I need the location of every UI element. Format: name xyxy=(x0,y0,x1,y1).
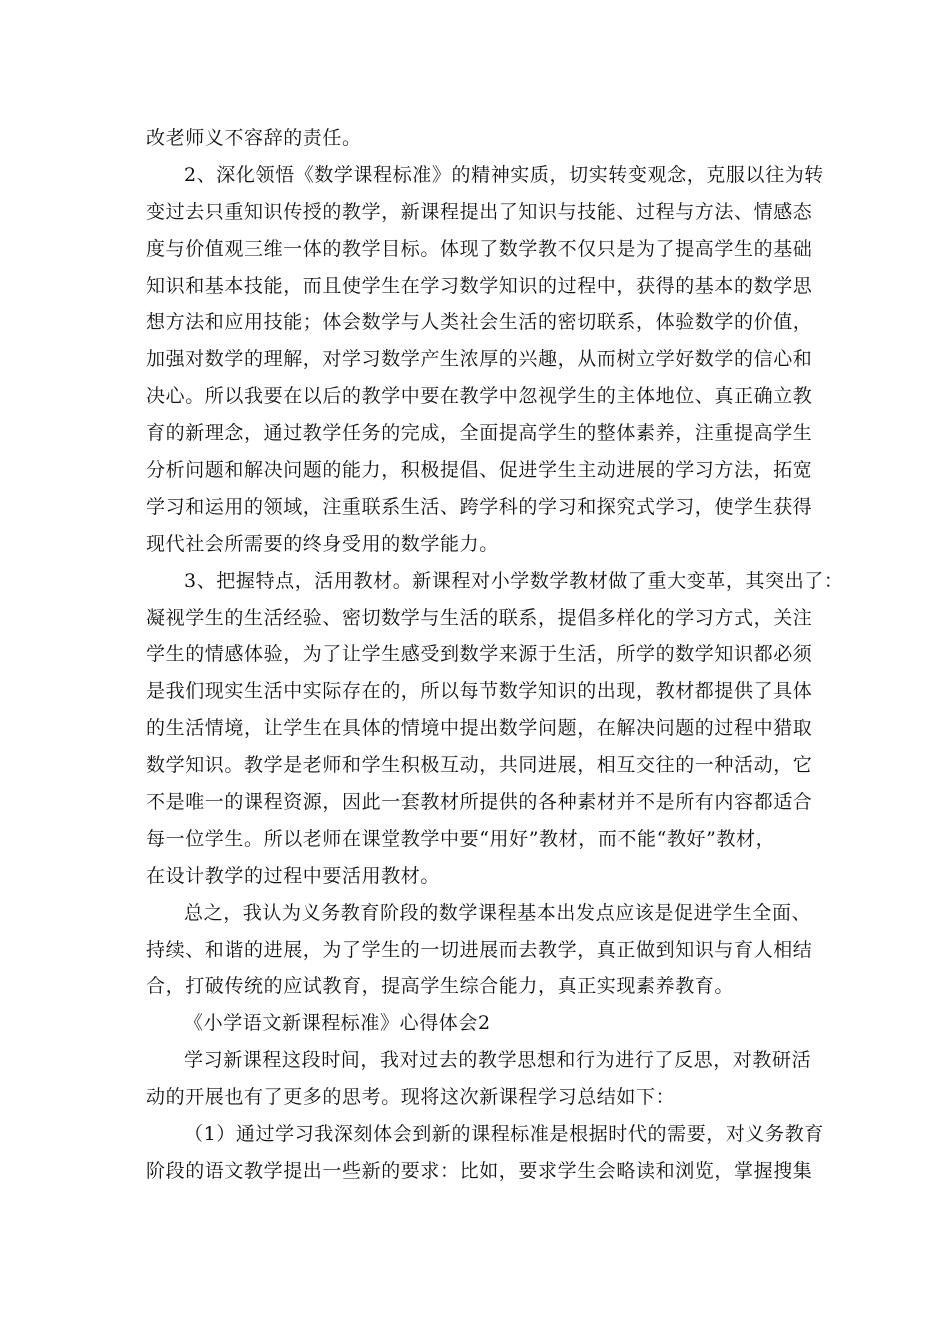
text-line: 合，打破传统的应试教育，提高学生综合能力，真正实现素养教育。 xyxy=(146,975,735,998)
text-line: 是我们现实生活中实际存在的，所以每节数学知识的出现，教材都提供了具体 xyxy=(146,680,813,703)
text-line: 3、把握特点，活用教材。新课程对小学数学教材做了重大变革，其突出了： xyxy=(184,569,844,592)
text-line: 2、深化领悟《数学课程标准》的精神实质，切实转变观念，克服以往为转 xyxy=(184,163,824,186)
text-line: 在设计教学的过程中要活用教材。 xyxy=(146,864,441,887)
text-line: 学习新课程这段时间，我对过去的教学思想和行为进行了反思，对教研活 xyxy=(184,1049,812,1072)
text-line: 总之，我认为义务教育阶段的数学课程基本出发点应该是促进学生全面、 xyxy=(184,901,812,924)
text-line: 学生的情感体验，为了让学生感受到数学来源于生活，所学的数学知识都必须 xyxy=(146,643,813,666)
text-line: 度与价值观三维一体的教学目标。体现了数学教不仅只是为了提高学生的基础 xyxy=(146,237,813,260)
text-line: 学习和运用的领域，注重联系生活、跨学科的学习和探究式学习，使学生获得 xyxy=(146,495,813,518)
text-line: 动的开展也有了更多的思考。现将这次新课程学习总结如下： xyxy=(146,1086,676,1109)
text-line: 决心。所以我要在以后的教学中要在教学中忽视学生的主体地位、真正确立教 xyxy=(146,385,813,408)
text-line: 加强对数学的理解，对学习数学产生浓厚的兴趣，从而树立学好数学的信心和 xyxy=(146,348,813,371)
text-line: 育的新理念，通过教学任务的完成，全面提高学生的整体素养，注重提高学生 xyxy=(146,422,813,445)
text-line: 想方法和应用技能；体会数学与人类社会生活的密切联系，体验数学的价值， xyxy=(146,311,813,334)
text-line: （1）通过学习我深刻体会到新的课程标准是根据时代的需要，对义务教育 xyxy=(184,1123,824,1146)
text-line: 变过去只重知识传授的教学，新课程提出了知识与技能、过程与方法、情感态 xyxy=(146,200,813,223)
section-heading: 《小学语文新课程标准》心得体会2 xyxy=(184,1012,491,1035)
text-line: 分析问题和解决问题的能力，积极提倡、促进学生主动进展的学习方法，拓宽 xyxy=(146,459,813,482)
text-line: 改老师义不容辞的责任。 xyxy=(146,127,362,149)
text-line: 知识和基本技能，而且使学生在学习数学知识的过程中，获得的基本的数学思 xyxy=(146,274,813,297)
text-line: 数学知识。教学是老师和学生积极互动，共同进展，相互交往的一种活动，它 xyxy=(146,754,813,777)
text-line: 不是唯一的课程资源，因此一套教材所提供的各种素材并不是所有内容都适合 xyxy=(146,791,813,814)
text-line: 凝视学生的生活经验、密切数学与生活的联系，提倡多样化的学习方式，关注 xyxy=(146,606,813,629)
text-line: 现代社会所需要的终身受用的数学能力。 xyxy=(146,532,499,555)
text-line: 阶段的语文教学提出一些新的要求：比如，要求学生会略读和浏览，掌握搜集 xyxy=(146,1159,813,1182)
text-line: 持续、和谐的进展，为了学生的一切进展而去教学，真正做到知识与育人相结 xyxy=(146,938,813,961)
body-text xyxy=(146,120,844,1190)
text-line: 每一位学生。所以老师在课堂教学中要“用好”教材，而不能“教好”教材， xyxy=(146,827,776,850)
text-line: 的生活情境，让学生在具体的情境中提出数学问题，在解决问题的过程中猎取 xyxy=(146,717,813,740)
